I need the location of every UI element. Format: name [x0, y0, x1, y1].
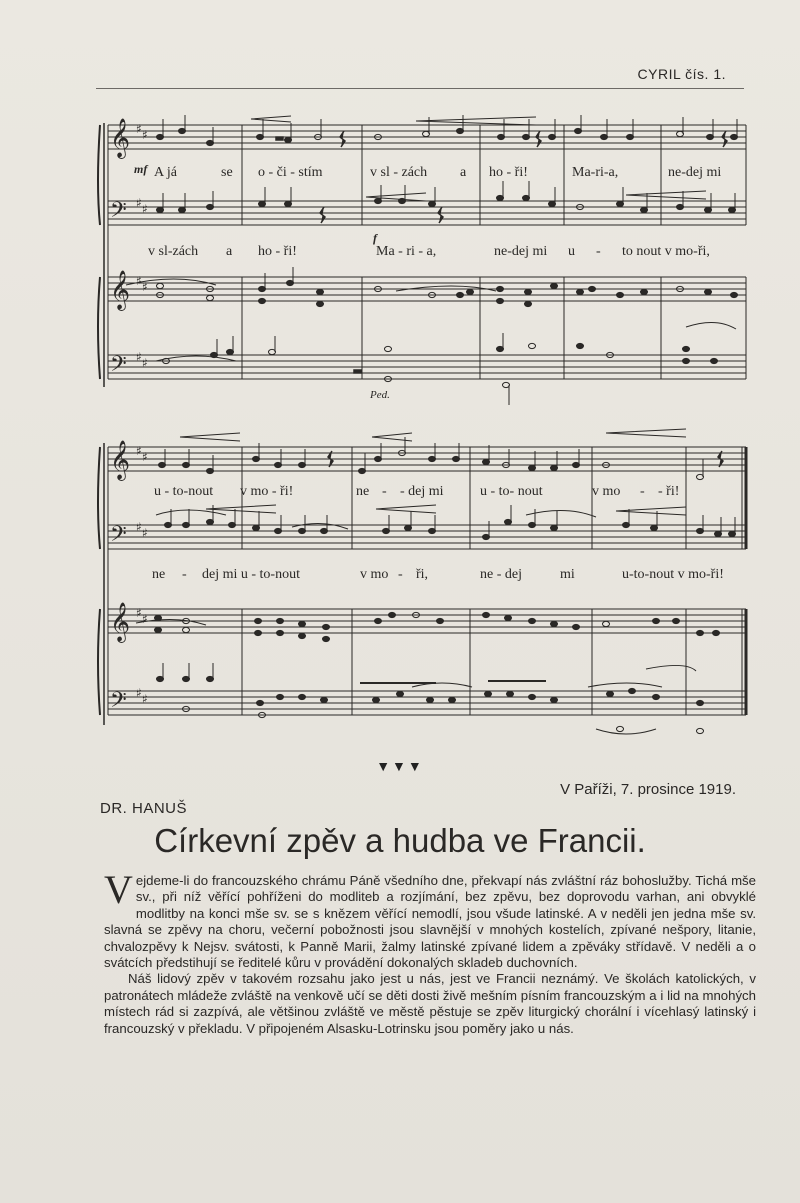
svg-text:♯: ♯ [142, 612, 148, 626]
paragraph-1-text: ejdeme-li do francouzského chrámu Páně všedního dne, překvapí nás zvláštní ráz bohoslužby. Tichá mše sv., při níž věřící pohříženi do modliteb a rozjímání, bez zpěvu, bez doprovodu varhan, ani obvyklé modlitby na konci mše sv. se s knězem věřící nemodlí, jsou všude latinské. A v neděli jen jedna mše sv. slavná se zpěvy na choru, večerní pobožnosti jsou slavnější v mnohých kostelích, zpívané nešpory, litanie, chvalozpěvy k Nejsv. svátosti, k Panně Marii, žalmy latinské zpívané lidem a zpěváky střídavě. V neděli a o svátcích předstihují se ředitelé kůru v provádění dokonalých skladeb duchovních. [104, 873, 756, 971]
lyric-syllable: a [460, 165, 467, 180]
lyric-syllable: ho - ři! [258, 244, 297, 259]
article-body [104, 867, 756, 1037]
lyric-syllable: ho - ři! [489, 165, 528, 180]
lyric-syllable: Ma - ri - a, [376, 244, 437, 259]
staff-soprano [108, 447, 746, 471]
lyric-syllable: u - to- nout [480, 484, 543, 499]
notes-piano-bass [163, 333, 718, 405]
lyric-syllable: - [182, 567, 187, 582]
score-system-2-staves [96, 425, 756, 745]
notes-bass-vocal [157, 181, 736, 213]
staff-piano-treble [108, 277, 746, 301]
lyric-syllable: u [568, 244, 575, 259]
score-system-1-staves [96, 115, 756, 415]
place-date: V Paříži, 7. prosince 1919. [560, 781, 736, 798]
score-system-2 [96, 425, 756, 745]
lyric-syllable: - [640, 484, 645, 499]
lyric-syllable: ne [152, 567, 166, 582]
treble-clef: 𝄞 [110, 602, 131, 642]
treble-clef: 𝄞 [110, 118, 131, 158]
author: DR. HANUŠ [100, 800, 188, 817]
lyric-syllable: a [226, 244, 233, 259]
article-title: Církevní zpěv a hudba ve Francii. [154, 822, 646, 859]
treble-clef: 𝄞 [110, 270, 131, 310]
bass-clef: 𝄢 [110, 688, 127, 718]
svg-text:♯: ♯ [142, 526, 148, 540]
lyric-syllable: ne [356, 484, 370, 499]
lyric-syllable: ři, [416, 567, 429, 582]
dynamic-mf: mf [134, 162, 148, 176]
dropcap: V [104, 867, 133, 912]
lyric-syllable: v mo - ři! [240, 484, 294, 499]
lyric-syllable: ne-dej mi [668, 165, 722, 180]
paragraph [104, 867, 756, 971]
svg-text:♯: ♯ [142, 280, 148, 294]
bass-clef: 𝄢 [110, 198, 127, 228]
lyric-syllable: ne - dej [480, 567, 522, 582]
svg-text:♯: ♯ [142, 128, 148, 142]
score-system-1 [96, 115, 756, 415]
lyric-syllable: Ma-ri-a, [572, 165, 619, 180]
lyric-syllable: u-to-nout v mo-ři! [622, 567, 724, 582]
notes-piano-bass [157, 663, 704, 734]
notes-bass-vocal [165, 505, 736, 540]
svg-text:♯: ♯ [136, 520, 142, 534]
lyric-syllable: dej mi u - to-nout [202, 567, 300, 582]
svg-text:♯: ♯ [142, 356, 148, 370]
pedal-mark: Ped. [370, 389, 390, 401]
lyric-syllable: A já [154, 165, 177, 180]
lyric-syllable: v sl-zách [148, 244, 199, 259]
lyric-syllable: - dej mi [400, 484, 444, 499]
treble-clef: 𝄞 [110, 440, 131, 480]
lyric-syllable: ne-dej mi [494, 244, 548, 259]
lyric-syllable: - ři! [658, 484, 680, 499]
svg-text:♯: ♯ [136, 122, 142, 136]
staff-piano-treble [108, 609, 746, 633]
svg-text:♯: ♯ [142, 692, 148, 706]
paragraph: Náš lidový zpěv v takovém rozsahu jako jest u nás, jest ve Francii neznámý. Ve školách katolických, v patronátech mládeže zvláště na venkově učí se děti dosti živě mešním písním francouzským a i lid na mnohých místech rád si zazpívá, ale většinou zvláště ve městě pěstuje se zpěv liturgický chorální i vícehlasý latinský i francouzský v překladu. V připojeném Alsasku-Lotrinsku jsou poměry jako u nás. [104, 971, 756, 1036]
bass-clef: 𝄢 [110, 352, 127, 382]
lyric-syllable: - [382, 484, 387, 499]
svg-text:♯: ♯ [136, 274, 142, 288]
svg-text:♯: ♯ [136, 686, 142, 700]
dynamic-f: f [373, 231, 377, 245]
bass-clef: 𝄢 [110, 522, 127, 552]
lyric-syllable: se [221, 165, 233, 180]
lyric-syllable: u - to-nout [154, 484, 214, 499]
lyric-syllable: v mo [592, 484, 621, 499]
notes-soprano [159, 437, 704, 480]
staff-bass-vocal [108, 201, 746, 225]
staff-piano-bass [108, 691, 746, 715]
svg-text:♯: ♯ [136, 350, 142, 364]
svg-text:♯: ♯ [136, 606, 142, 620]
header-rule [96, 88, 744, 89]
lyric-syllable: - [596, 244, 601, 259]
ornament: ▼▼▼ [376, 760, 424, 775]
svg-text:♯: ♯ [142, 202, 148, 216]
lyric-syllable: to nout v mo-ři, [622, 244, 710, 259]
lyric-syllable: v sl - zách [370, 165, 428, 180]
running-header: CYRIL čís. 1. [637, 66, 726, 82]
svg-text:♯: ♯ [136, 444, 142, 458]
lyric-syllable: - [398, 567, 403, 582]
svg-text:♯: ♯ [142, 450, 148, 464]
lyric-syllable: o - či - stím [258, 165, 323, 180]
lyric-syllable: v mo [360, 567, 389, 582]
staff-piano-bass [108, 355, 746, 379]
lyric-syllable: mi [560, 567, 575, 582]
svg-text:♯: ♯ [136, 196, 142, 210]
